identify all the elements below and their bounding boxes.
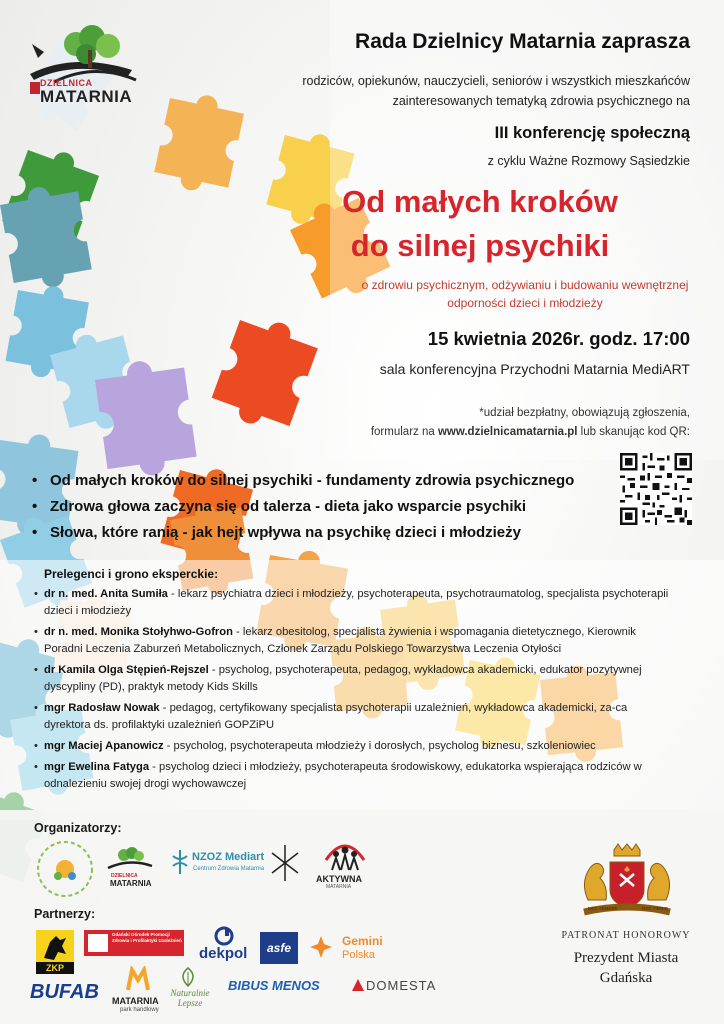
topics-list (32, 468, 612, 546)
gdoz-emblem-icon (88, 934, 108, 952)
expert-description: - psycholog dzieci i młodzieży, psychoterapeuta środowiskowy, edukatorka wspierająca rodziców w odnalezieniu swojej drogi wychowawczej (44, 761, 642, 790)
motto-left: NEC TEMERE (588, 906, 618, 911)
expert-name: mgr Radosław Nowak (44, 702, 160, 714)
conference-cycle: z cyklu Ważne Rozmowy Sąsiedzkie (487, 154, 690, 168)
expert-name: dr n. med. Anita Sumiła (44, 588, 168, 600)
main-title-line-2: do silnej psychiki (350, 228, 610, 263)
nzoz-mediart-icon (168, 848, 192, 876)
expert-name: dr Kamila Olga Stępień-Rejszel (44, 664, 209, 676)
experts-list (34, 586, 674, 797)
expert-item (34, 586, 674, 620)
fundacja-logo (34, 838, 96, 900)
asfe-logo: asfe (260, 932, 298, 964)
registration-link-note (371, 426, 690, 438)
expert-name: mgr Ewelina Fatyga (44, 761, 150, 773)
topic-item: • Zdrowa głowa zaczyna się od talerza - dieta jako wsparcie psychiki (32, 494, 612, 520)
griffin-icon (40, 932, 70, 962)
topic-item: • Słowa, które ranią - jak hejt wpływa na psychikę dzieci i młodzieży (32, 520, 612, 546)
patronage-label: PATRONAT HONOROWY (561, 930, 691, 941)
zkp-logo (36, 930, 74, 974)
patronage-name: Prezydent Miasta Gdańska (573, 950, 679, 986)
main-subtitle: o zdrowiu psychicznym, odżywianiu i budowaniu wewnętrznej odporności dzieci i młodzieży (361, 278, 689, 310)
registration-note: *udział bezpłatny, obowiązują zgłoszenia, (479, 407, 690, 419)
naturalnie-leaf-icon (178, 966, 198, 988)
note-prefix: formularz na (370, 426, 438, 438)
matarnia-park-sublabel: park handlowy (120, 1007, 159, 1013)
aktywna-matarnia-icon (320, 838, 370, 874)
event-date: 15 kwietnia 2026r. godz. 17:00 (427, 328, 690, 349)
matarnia-park-label: MATARNIA (112, 996, 159, 1006)
gemini-sublabel: Polska (342, 949, 376, 961)
expert-name: dr n. med. Monika Stołyhwo-Gofron (44, 626, 233, 638)
experts-heading: Prelegenci i grono eksperckie: (44, 567, 219, 581)
bufab-logo: BUFAB (30, 981, 99, 1003)
rada-matarnia-signet-icon (268, 843, 302, 883)
expert-name: mgr Maciej Apanowicz (44, 740, 164, 752)
main-title-line-1: Od małych kroków (342, 184, 618, 219)
invitation-title: Rada Dzielnicy Matarnia zaprasza (355, 30, 690, 53)
organizers-heading: Organizatorzy: (34, 821, 122, 835)
organizer-matarnia-main: MATARNIA (110, 879, 152, 888)
note-suffix: lub skanując kod QR: (577, 426, 690, 438)
partners-heading: Partnerzy: (34, 907, 96, 921)
gemini-icon (308, 934, 334, 960)
domesta-icon (352, 979, 364, 991)
zkp-label: ZKP (36, 962, 74, 974)
qr-code[interactable] (620, 453, 692, 525)
gemini-label: Gemini (342, 934, 383, 948)
bibus-menos-logo: BIBUS MENOS (228, 978, 320, 993)
dekpol-icon (214, 926, 234, 946)
expert-description: - lekarz psychiatra dzieci i młodzieży, psychoterapeuta, psychotraumatolog, specjalista psychoterapii dzieci i młodzieży (44, 588, 669, 617)
gdoz-logo (84, 930, 184, 956)
gdoz-label: Gdański Ośrodek Promocji Zdrowia i Profilaktyki Uzależnień (112, 932, 182, 943)
invitation-intro: rodziców, opiekunów, nauczycieli, seniorów i wszystkich mieszkańców zainteresowanych tematyką zdrowia psychicznego na (302, 74, 690, 108)
expert-description: - lekarz obesitolog, specjalista żywienia i wspomagania dietetycznego, Kierownik Poradni Leczenia Zaburzeń Metabolicznych, Członek Zarządu Polskiego Towarzystwa Leczenia Otyłości (44, 626, 636, 655)
expert-description: - psycholog, psychoterapeuta młodzieży i dorosłych, psycholog biznesu, szkoleniowiec (163, 740, 596, 752)
matarnia-park-icon (124, 966, 152, 994)
nzoz-mediart-title: NZOZ Mediart (192, 851, 265, 863)
expert-item (34, 662, 674, 696)
aktywna-matarnia-subtitle: MATARNIA (326, 884, 352, 890)
expert-item (34, 759, 674, 793)
organizer-matarnia-sub: DZIELNICA (111, 873, 138, 879)
main-title (270, 180, 690, 268)
expert-description: - pedagog, certyfikowany specjalista psychoterapii uzależnień, wykładowca akademicki, za-ca dyrektora ds. profilaktyki uzależnień GOPZiPU (44, 702, 628, 731)
nzoz-mediart-subtitle: Centrum Zdrowia Matarnia (193, 866, 265, 872)
dekpol-label: dekpol (199, 945, 248, 962)
registration-url-link[interactable]: www.dzielnicamatarnia.pl (437, 426, 578, 438)
logo-subtitle: DZIELNICA (40, 78, 93, 88)
expert-description: - psycholog, psychoterapeuta, pedagog, wykładowca akademicki, edukator pozytywnej dyscypliny (PD), praktyk metody Kids Skills (44, 664, 642, 693)
event-venue: sala konferencyjna Przychodni Matarnia MediART (379, 361, 690, 377)
naturalnie-label: Naturalnie Lepsze (170, 988, 210, 1008)
logo-title: MATARNIA (40, 87, 133, 106)
expert-item (34, 624, 674, 658)
topic-item: • Od małych kroków do silnej psychiki - fundamenty zdrowia psychicznego (32, 468, 612, 494)
conference-name: III konferencję społeczną (494, 124, 690, 142)
expert-item (34, 738, 674, 755)
aktywna-matarnia-title: AKTYWNA (316, 874, 362, 884)
motto-right: NEC TIMIDE (642, 906, 669, 911)
domesta-label: DOMESTA (366, 978, 437, 993)
expert-item (34, 700, 674, 734)
